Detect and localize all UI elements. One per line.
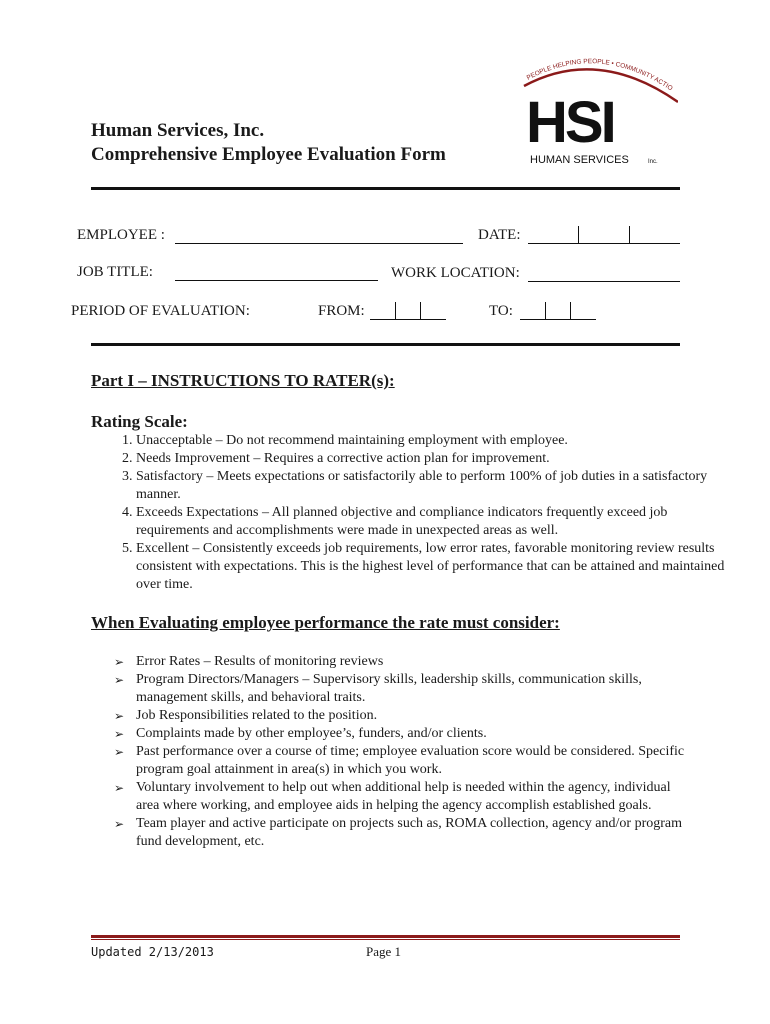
logo-suffix: Inc. <box>648 159 658 165</box>
list-item <box>91 779 686 815</box>
list-item <box>91 671 686 707</box>
rating-item: 2. Needs Improvement – Requires a corrective action plan for improvement. <box>136 450 731 468</box>
period-label: PERIOD OF EVALUATION: <box>71 303 250 319</box>
work-location-field[interactable] <box>528 281 680 282</box>
footer-updated: Updated 2/13/2013 <box>91 945 214 959</box>
arrow-bullet-icon: ➢ <box>114 817 125 831</box>
org-name: Human Services, Inc. <box>91 120 265 141</box>
list-item-text: Complaints made by other employee’s, funders, and/or clients. <box>136 726 487 741</box>
rating-item: 1. Unacceptable – Do not recommend maintaining employment with employee. <box>136 432 731 450</box>
date-field[interactable] <box>528 243 680 244</box>
hsi-logo <box>518 50 678 170</box>
consider-list <box>91 653 686 851</box>
arrow-bullet-icon: ➢ <box>114 727 125 741</box>
to-date-field[interactable] <box>520 319 596 320</box>
logo-arc-text: PEOPLE HELPING PEOPLE • COMMUNITY ACTIO <box>525 58 674 93</box>
rating-item: 5. Excellent – Consistently exceeds job requirements, low error rates, favorable monitoring review results consistent with expectations. This is the highest level of performance that can be attained and maintained over time. <box>136 540 731 594</box>
footer-rule-bottom <box>91 939 680 940</box>
date-separator <box>578 226 579 244</box>
list-item-text: Voluntary involvement to help out when additional help is needed within the agency, individual area where working, and employee aids in helping the agency accomplish established goals. <box>136 780 671 813</box>
to-date-separator <box>545 302 546 320</box>
list-item <box>91 815 686 851</box>
list-item-text: Past performance over a course of time; employee evaluation score would be considered. Specific program goal attainment in area(s) in which you work. <box>136 744 685 777</box>
job-title-label: JOB TITLE: <box>77 264 153 280</box>
date-label: DATE: <box>478 227 521 243</box>
list-item-text: Team player and active participate on projects such as, ROMA collection, agency and/or program fund development, etc. <box>136 816 682 849</box>
employee-label: EMPLOYEE : <box>77 227 165 243</box>
date-separator <box>629 226 630 244</box>
list-item <box>91 707 686 725</box>
list-item-text: Error Rates – Results of monitoring reviews <box>136 654 384 669</box>
arrow-bullet-icon: ➢ <box>114 781 125 795</box>
list-item <box>91 743 686 779</box>
list-item <box>91 653 686 671</box>
from-date-separator <box>420 302 421 320</box>
fields-rule <box>91 343 680 346</box>
from-label: FROM: <box>318 303 365 319</box>
rating-item: 3. Satisfactory – Meets expectations or satisfactorily able to perform 100% of job duties in a satisfactory manner. <box>136 468 731 504</box>
form-title: Comprehensive Employee Evaluation Form <box>91 144 446 165</box>
logo-subtitle: HUMAN SERVICES <box>530 154 629 166</box>
work-location-label: WORK LOCATION: <box>391 265 520 281</box>
arrow-bullet-icon: ➢ <box>114 745 125 759</box>
logo-graphic <box>518 50 678 170</box>
arrow-bullet-icon: ➢ <box>114 655 125 669</box>
to-date-separator <box>570 302 571 320</box>
rating-scale-heading: Rating Scale: <box>91 412 188 431</box>
arrow-bullet-icon: ➢ <box>114 709 125 723</box>
to-label: TO: <box>489 303 513 319</box>
arrow-bullet-icon: ➢ <box>114 673 125 687</box>
rating-item: 4. Exceeds Expectations – All planned objective and compliance indicators frequently exceed job requirements and accomplishments were made in unexpected areas as well. <box>136 504 731 540</box>
rating-scale-list <box>91 432 731 594</box>
header-rule <box>91 187 680 190</box>
job-title-field[interactable] <box>175 280 378 281</box>
part1-heading: Part I – INSTRUCTIONS TO RATER(s): <box>91 371 395 390</box>
consider-heading: When Evaluating employee performance the rate must consider: <box>91 613 560 632</box>
footer-rule-top <box>91 935 680 938</box>
list-item-text: Job Responsibilities related to the position. <box>136 708 378 723</box>
list-item <box>91 725 686 743</box>
list-item-text: Program Directors/Managers – Supervisory skills, leadership skills, communication skills, management skills, and behavioral traits. <box>136 672 642 705</box>
logo-letters: HSI <box>526 90 614 155</box>
from-date-separator <box>395 302 396 320</box>
from-date-field[interactable] <box>370 319 446 320</box>
footer-page-number: Page 1 <box>366 944 402 959</box>
employee-field[interactable] <box>175 243 463 244</box>
